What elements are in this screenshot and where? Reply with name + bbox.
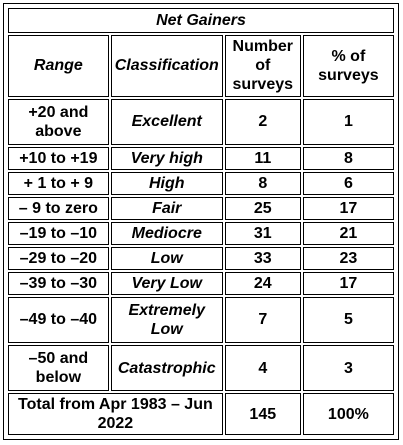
range-cell: –19 to –10 — [8, 222, 109, 245]
percent-cell: 23 — [303, 247, 394, 270]
header-classification: Classification — [111, 35, 223, 97]
count-cell: 25 — [225, 197, 301, 220]
percent-cell: 3 — [303, 345, 394, 391]
total-label: Total from Apr 1983 – Jun 2022 — [8, 393, 223, 435]
count-cell: 7 — [225, 297, 301, 343]
classification-cell: Very Low — [111, 272, 223, 295]
table-row — [8, 297, 394, 343]
total-count: 145 — [225, 393, 301, 435]
range-cell: –39 to –30 — [8, 272, 109, 295]
header-number-of-surveys: Number of surveys — [225, 35, 301, 97]
range-cell: –49 to –40 — [8, 297, 109, 343]
percent-cell: 21 — [303, 222, 394, 245]
classification-cell: Low — [111, 247, 223, 270]
count-cell: 2 — [225, 99, 301, 145]
range-cell: +10 to +19 — [8, 147, 109, 170]
header-range: Range — [8, 35, 109, 97]
table-row — [8, 147, 394, 170]
percent-cell: 6 — [303, 172, 394, 195]
range-cell: + 1 to + 9 — [8, 172, 109, 195]
count-cell: 4 — [225, 345, 301, 391]
count-cell: 8 — [225, 172, 301, 195]
net-gainers-table — [6, 6, 396, 437]
classification-cell: High — [111, 172, 223, 195]
total-row — [8, 393, 394, 435]
header-percent-of-surveys: % of surveys — [303, 35, 394, 97]
percent-cell: 1 — [303, 99, 394, 145]
classification-cell: Mediocre — [111, 222, 223, 245]
table-row — [8, 197, 394, 220]
table-row — [8, 345, 394, 391]
net-gainers-table-frame — [3, 3, 399, 440]
table-row — [8, 99, 394, 145]
classification-cell: Very high — [111, 147, 223, 170]
classification-cell: Catastrophic — [111, 345, 223, 391]
percent-cell: 17 — [303, 197, 394, 220]
percent-cell: 5 — [303, 297, 394, 343]
range-cell: –50 and below — [8, 345, 109, 391]
count-cell: 33 — [225, 247, 301, 270]
total-percent: 100% — [303, 393, 394, 435]
table-title: Net Gainers — [8, 8, 394, 33]
table-row — [8, 247, 394, 270]
count-cell: 11 — [225, 147, 301, 170]
title-row — [8, 8, 394, 33]
count-cell: 24 — [225, 272, 301, 295]
table-row — [8, 172, 394, 195]
range-cell: –29 to –20 — [8, 247, 109, 270]
table-row — [8, 272, 394, 295]
count-cell: 31 — [225, 222, 301, 245]
range-cell: +20 and above — [8, 99, 109, 145]
table-row — [8, 222, 394, 245]
range-cell: – 9 to zero — [8, 197, 109, 220]
percent-cell: 17 — [303, 272, 394, 295]
classification-cell: Extremely Low — [111, 297, 223, 343]
percent-cell: 8 — [303, 147, 394, 170]
classification-cell: Excellent — [111, 99, 223, 145]
classification-cell: Fair — [111, 197, 223, 220]
header-row — [8, 35, 394, 97]
